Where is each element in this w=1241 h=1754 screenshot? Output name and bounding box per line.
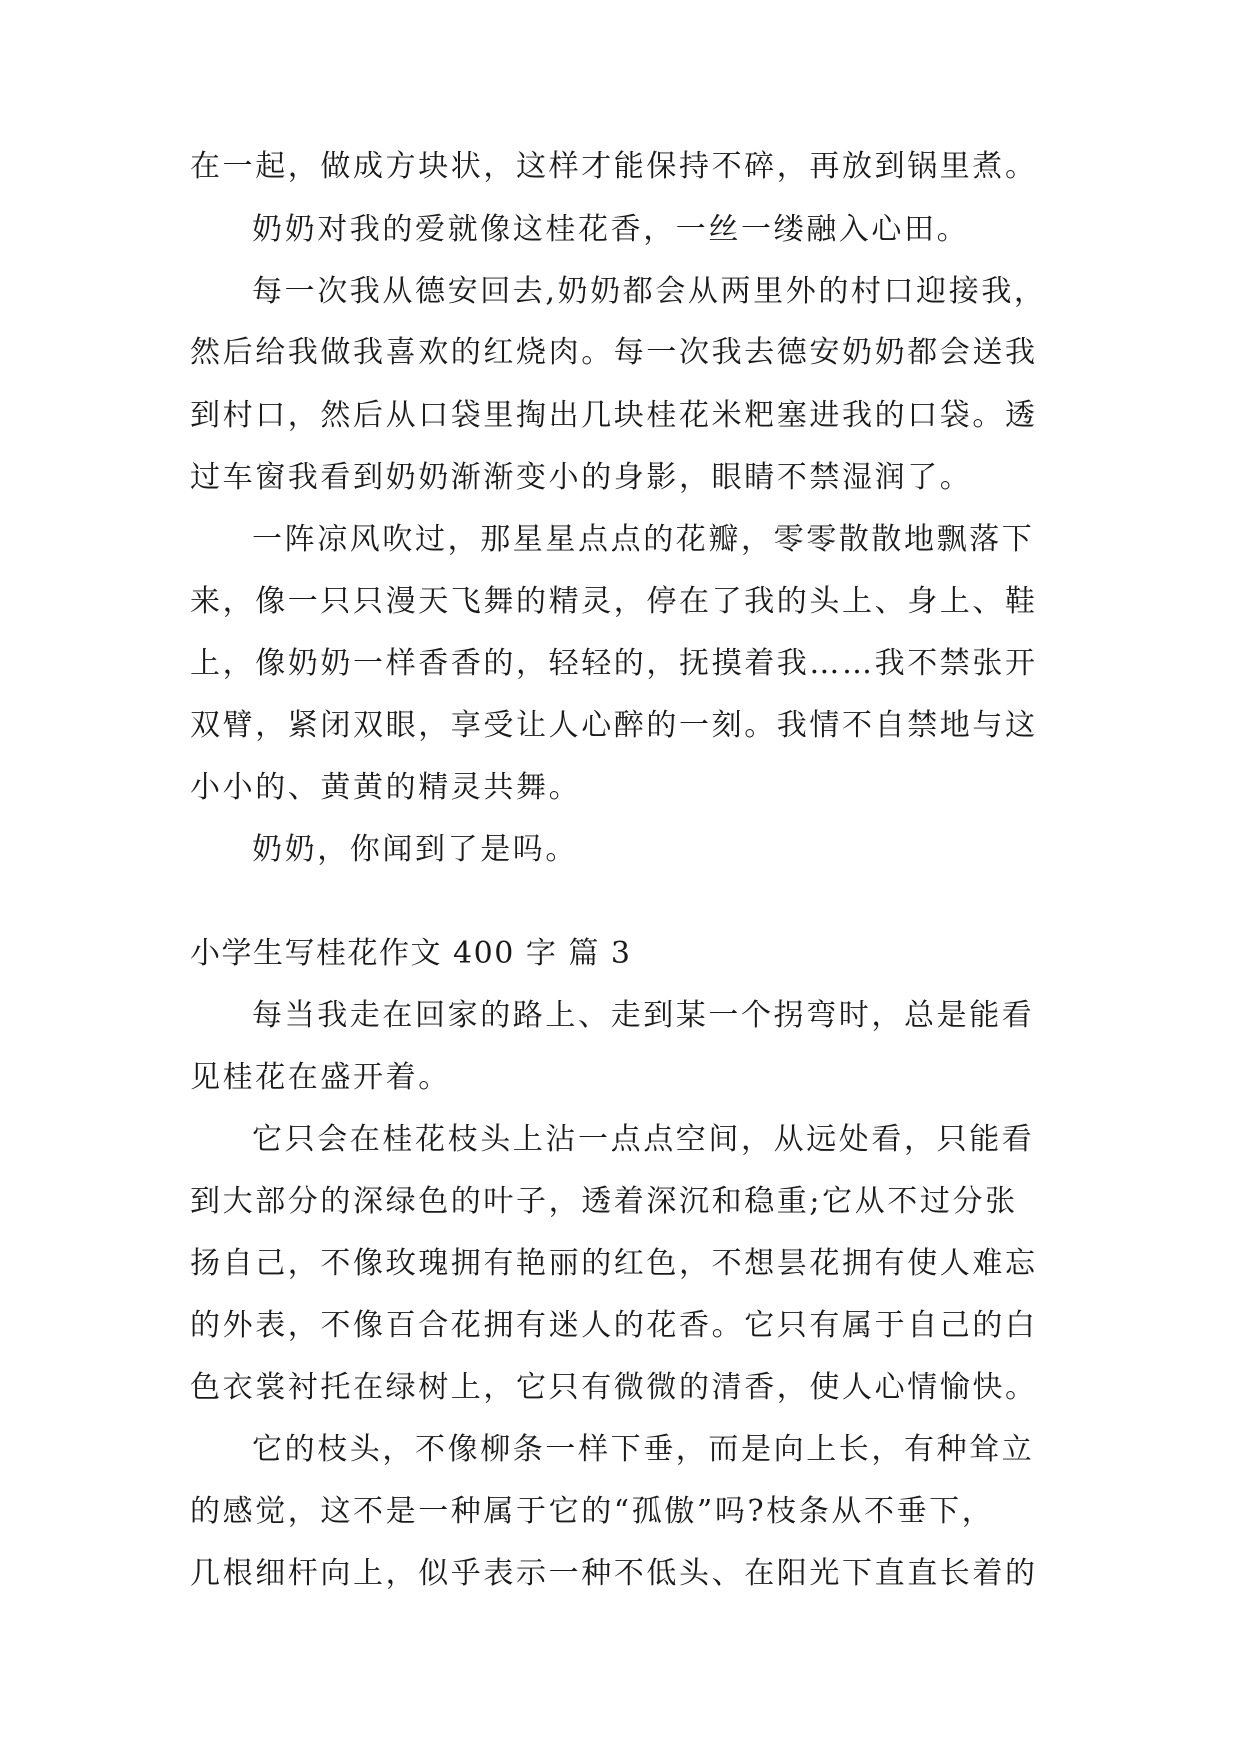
paragraph-first-line: 它的枝头，不像柳条一样下垂，而是向上长，有种耸立 (252, 1432, 1035, 1467)
text-line: 然后给我做我喜欢的红烧肉。每一次我去德安奶奶都会送我 (190, 335, 1038, 370)
text-line: 在一起，做成方块状，这样才能保持不碎，再放到锅里煮。 (190, 149, 1038, 184)
text-line: 的感觉，这不是一种属于它的“孤傲”吗?枝条从不垂下， (190, 1494, 995, 1529)
text-line: 扬自己，不像玫瑰拥有艳丽的红色，不想昙花拥有使人难忘 (190, 1246, 1038, 1281)
text-line: 双臂，紧闭双眼，享受让人心醉的一刻。我情不自禁地与这 (190, 708, 1038, 743)
text-line: 小小的、黄黄的精灵共舞。 (190, 770, 582, 805)
text-line: 色衣裳衬托在绿树上，它只有微微的清香，使人心情愉快。 (190, 1370, 1038, 1405)
section-heading: 小学生写桂花作文 400 字 篇 3 (190, 936, 632, 971)
paragraph-first-line: 奶奶对我的爱就像这桂花香，一丝一缕融入心田。 (252, 212, 970, 247)
paragraph-first-line: 一阵凉风吹过，那星星点点的花瓣，零零散散地飘落下 (252, 522, 1035, 557)
text-line: 到大部分的深绿色的叶子，透着深沉和稳重;它从不过分张 (190, 1184, 1018, 1219)
text-line: 的外表，不像百合花拥有迷人的花香。它只有属于自己的白 (190, 1308, 1038, 1343)
text-line: 到村口，然后从口袋里掏出几块桂花米粑塞进我的口袋。透 (190, 398, 1038, 433)
text-line: 过车窗我看到奶奶渐渐变小的身影，眼睛不禁湿润了。 (190, 460, 973, 495)
paragraph-first-line: 它只会在桂花枝头上沾一点点空间，从远处看，只能看 (252, 1122, 1035, 1157)
text-line: 来，像一只只漫天飞舞的精灵，停在了我的头上、身上、鞋 (190, 584, 1038, 619)
paragraph-first-line: 奶奶，你闻到了是吗。 (252, 832, 578, 867)
paragraph-first-line: 每当我走在回家的路上、走到某一个拐弯时，总是能看 (252, 998, 1035, 1033)
text-line: 几根细杆向上，似乎表示一种不低头、在阳光下直直长着的 (190, 1556, 1038, 1591)
paragraph-first-line: 每一次我从德安回去,奶奶都会从两里外的村口迎接我， (252, 274, 1047, 309)
text-line: 见桂花在盛开着。 (190, 1060, 451, 1095)
text-line: 上，像奶奶一样香香的，轻轻的，抚摸着我……我不禁张开 (190, 646, 1038, 681)
